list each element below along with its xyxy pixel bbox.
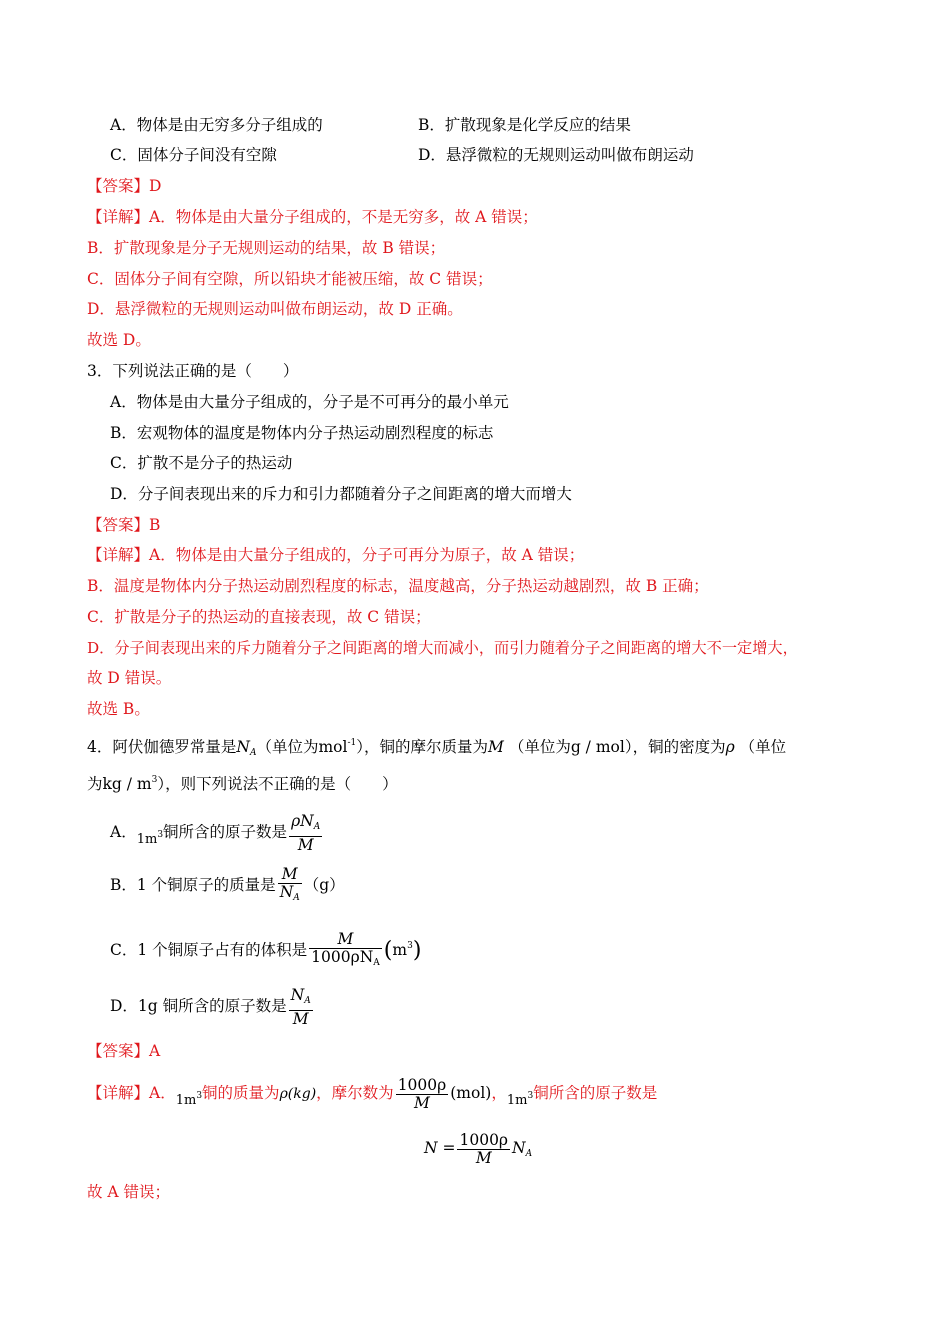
- q4-detail-end: 故 A 错误；: [87, 1183, 171, 1201]
- q4-option-a: A．$_{1m}$3铜所含的原子数是 $\frac{\rho N_A}{M}$: [110, 811, 321, 854]
- q4-option-c: C．1 个铜原子占有的体积是 $\frac{M}{1000\rho N_A}$ $(m^3)$: [110, 925, 421, 967]
- q2-option-d: D．悬浮微粒的无规则运动叫做布朗运动: [418, 146, 694, 164]
- q2-choose: 故选 D。: [87, 331, 151, 349]
- fraction-1000-rho-over-m: $\frac{1000\rho}{M}$: [397, 1075, 447, 1112]
- q2-option-c: C．固体分子间没有空隙: [110, 146, 277, 164]
- q3-choose: 故选 B。: [87, 700, 150, 718]
- q2-answer: 【答案】D: [87, 177, 162, 195]
- q3-detail-3: C．扩散是分子的热运动的直接表现，故 C 错误；: [87, 608, 431, 626]
- q3-answer: 【答案】B: [87, 516, 161, 534]
- q4-answer: 【答案】A: [87, 1042, 161, 1060]
- q2-detail-1: 【详解】A．物体是由大量分子组成的，不是无穷多，故 A 错误；: [87, 208, 538, 226]
- na-symbol: $N_A$: [236, 738, 257, 758]
- q2-detail-4: D．悬浮微粒的无规则运动叫做布朗运动，故 D 正确。: [87, 300, 463, 318]
- q3-detail-2: B．温度是物体内分子热运动剧烈程度的标志，温度越高，分子热运动越剧烈，故 B 正确；: [87, 577, 709, 595]
- fraction-rho-na-over-m: $\frac{\rho N_A}{M}$: [291, 811, 321, 854]
- q4-stem-line-2: 为kg / $m^3$），则下列说法不正确的是（ ）: [87, 775, 398, 793]
- q3-option-d: D．分子间表现出来的斥力和引力都随着分子之间距离的增大而增大: [110, 485, 572, 503]
- m-symbol: M: [488, 738, 504, 756]
- q3-detail-1: 【详解】A．物体是由大量分子组成的，分子可再分为原子，故 A 错误；: [87, 546, 585, 564]
- q4-equation: N = $\frac{1000\rho}{M}$ $N_A$: [424, 1130, 533, 1167]
- q2-option-a: A．物体是由无穷多分子组成的: [110, 116, 323, 134]
- q4-detail-1: 【详解】A．$_{1m}$3铜的质量为ρ(kg)，摩尔数为 $\frac{1000\rho}{M}$ (mol)，$_{1m}$3铜所含的原子数是: [87, 1075, 658, 1112]
- q3-stem: 3．下列说法正确的是（ ）: [87, 362, 299, 380]
- fraction-na-over-m: $\frac{N_A}{M}$: [290, 985, 311, 1028]
- fraction-m-over-1000-rho-na: $\frac{M}{1000\rho N_A}$: [309, 931, 382, 972]
- q4-option-d: D．1g 铜所含的原子数是 $\frac{N_A}{M}$: [110, 985, 311, 1028]
- rho-symbol: ρ: [725, 738, 735, 756]
- q3-detail-4: D．分子间表现出来的斥力随着分子之间距离的增大而减小，而引力随着分子之间距离的增大不一定增大，: [87, 639, 798, 657]
- q4-stem-line-1: 4．阿伏伽德罗常量是$N_A$（单位为mol$^{-1}$），铜的摩尔质量为M （单位为g / mol），铜的密度为ρ （单位: [87, 738, 787, 758]
- q3-option-a: A．物体是由大量分子组成的，分子是不可再分的最小单元: [110, 393, 509, 411]
- q3-detail-5: 故 D 错误。: [87, 669, 172, 687]
- q2-detail-2: B．扩散现象是分子无规则运动的结果，故 B 错误；: [87, 239, 446, 257]
- q2-detail-3: C．固体分子间有空隙，所以铅块才能被压缩，故 C 错误；: [87, 270, 493, 288]
- q2-option-b: B．扩散现象是化学反应的结果: [418, 116, 631, 134]
- q4-option-b: B．1 个铜原子的质量是 $\frac{M}{N_A}$ （g）: [110, 865, 345, 905]
- fraction-1000-rho-over-m-eq: $\frac{1000\rho}{M}$: [459, 1130, 509, 1167]
- q3-option-b: B．宏观物体的温度是物体内分子热运动剧烈程度的标志: [110, 424, 494, 442]
- q3-option-c: C．扩散不是分子的热运动: [110, 454, 293, 472]
- fraction-m-over-na: $\frac{M}{N_A}$: [278, 866, 302, 907]
